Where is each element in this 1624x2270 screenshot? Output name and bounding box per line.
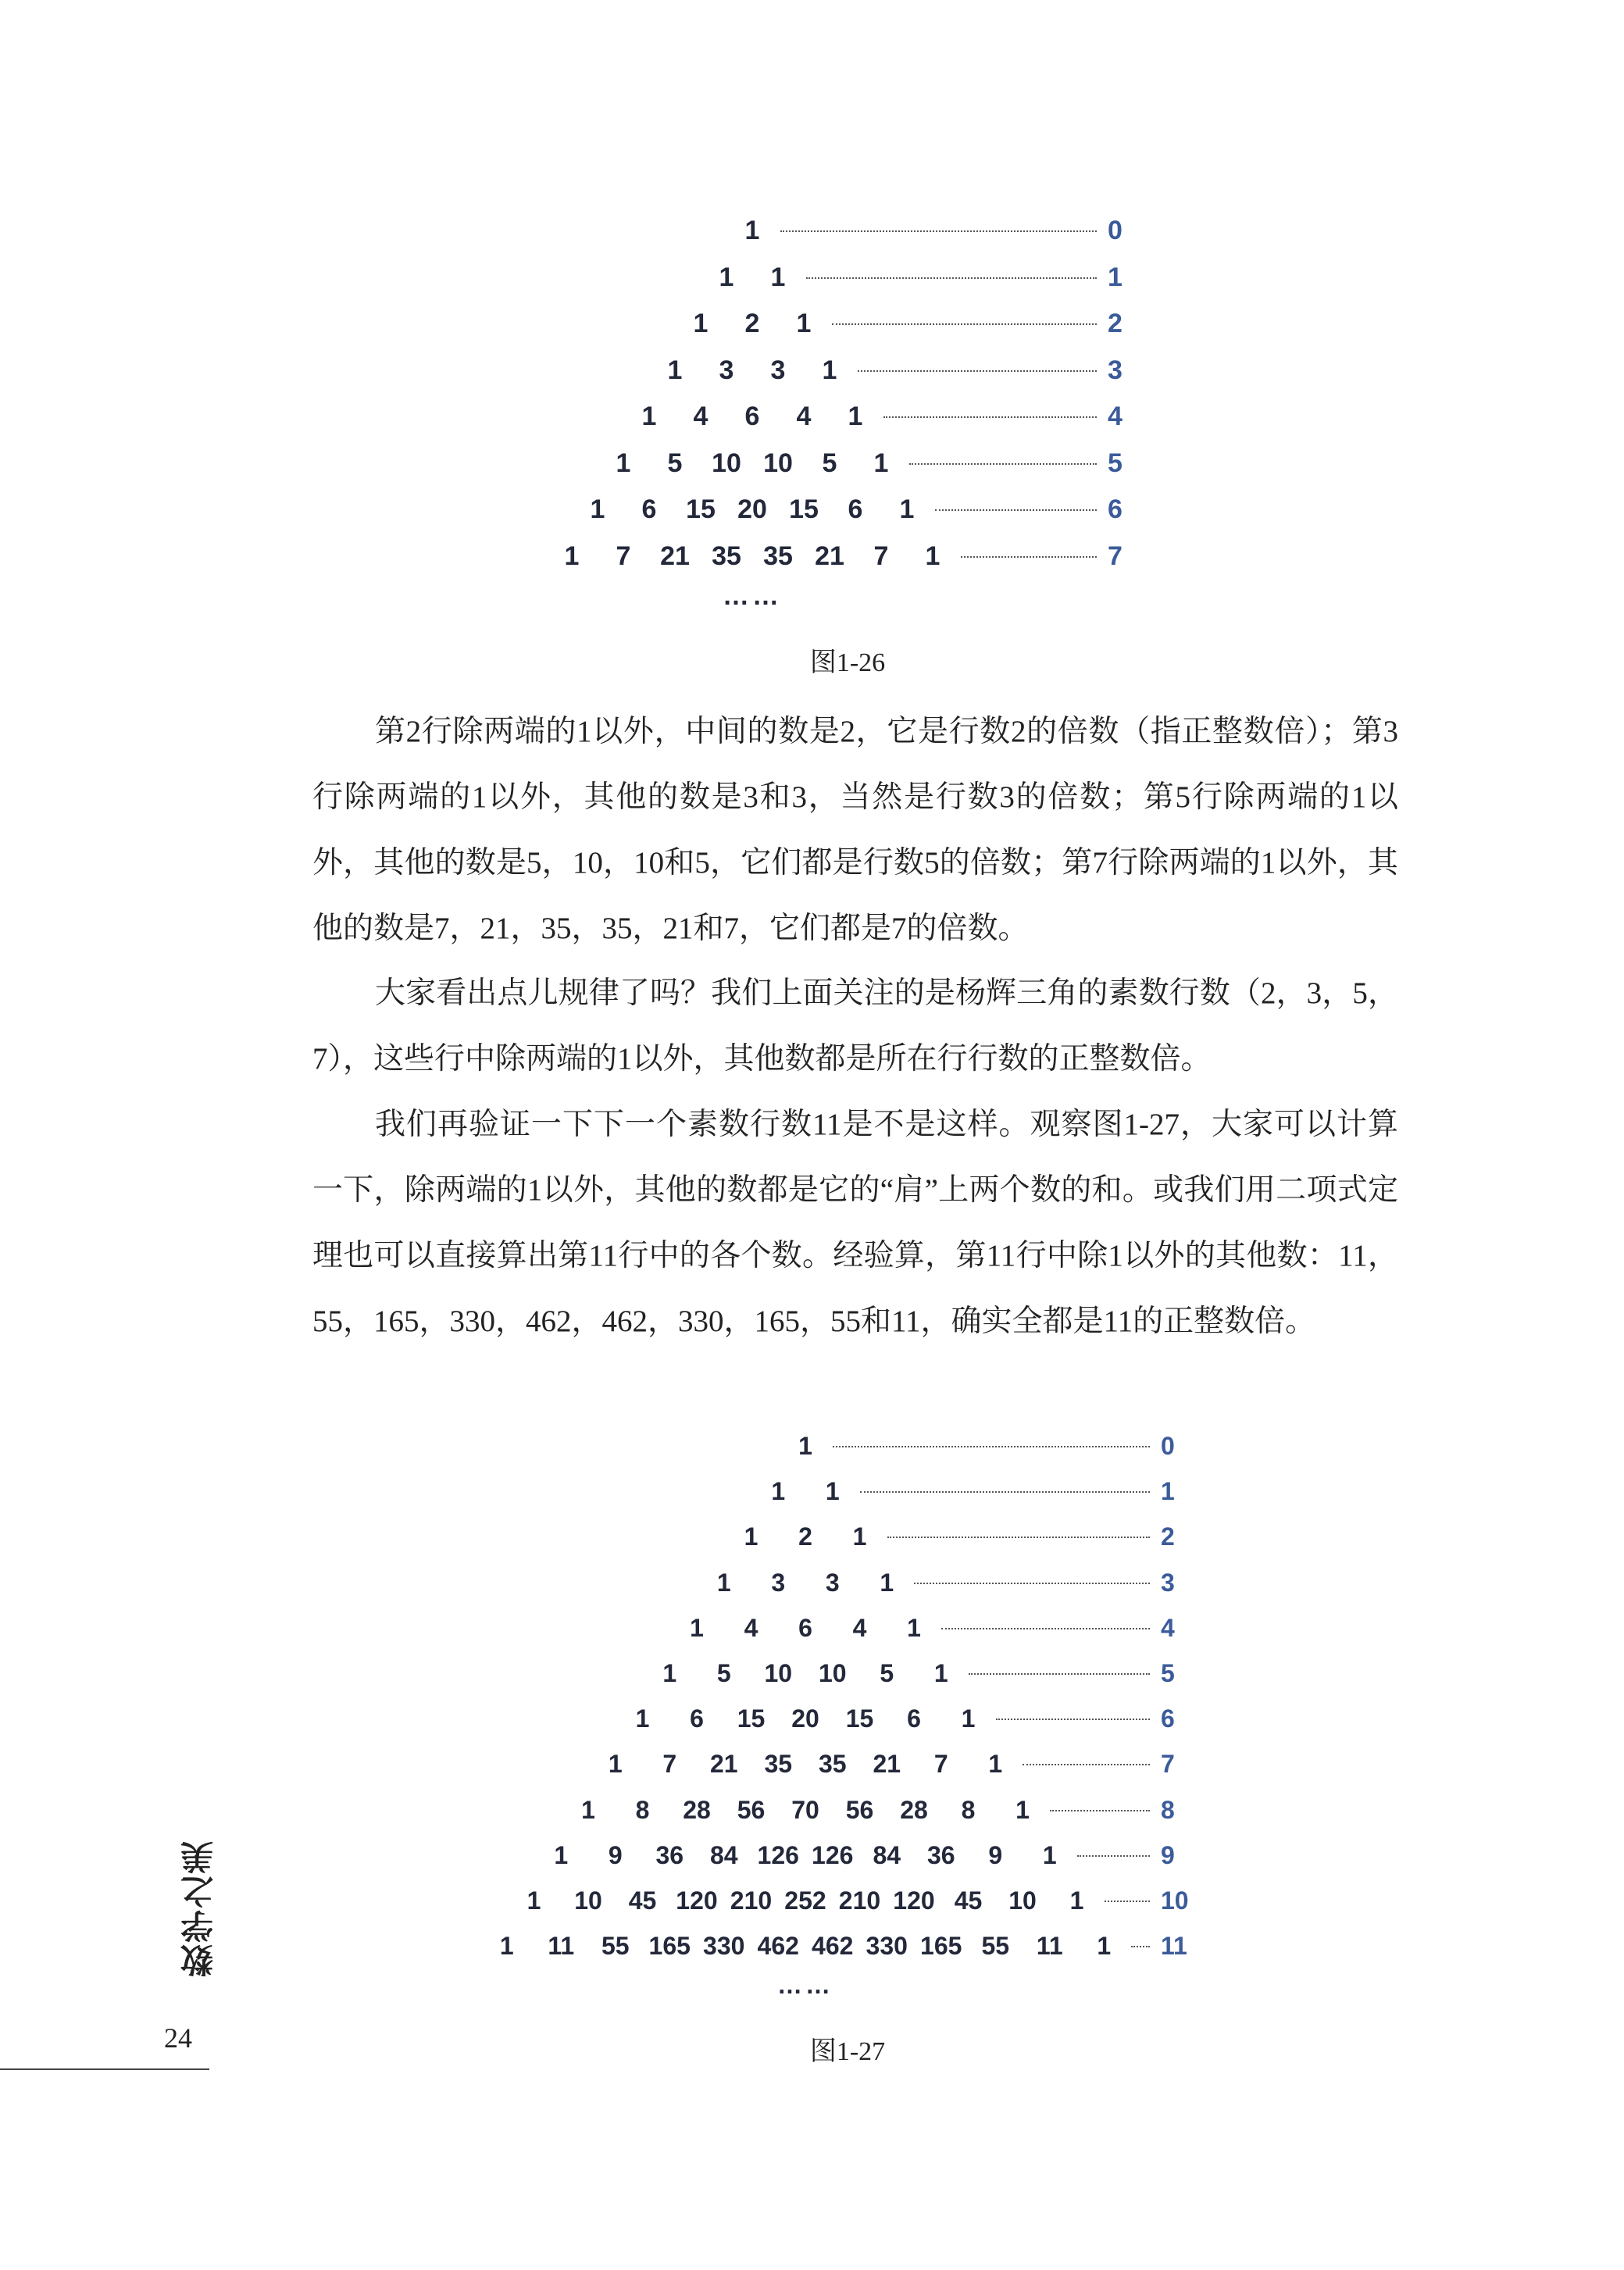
triangle-number: 10 [1008,1886,1037,1915]
row-leader-line [909,463,1097,465]
row-leader-line [858,370,1097,372]
triangle-number: 6 [907,1704,921,1733]
row-leader-line [969,1673,1150,1675]
triangle-number: 120 [893,1886,935,1915]
paragraph-2: 大家看出点儿规律了吗？我们上面关注的是杨辉三角的素数行数（2，3，5，7），这些行中除两端的1以外，其他数都是所在行行数的正整数倍。 [312,976,1398,1076]
triangle-number: 21 [873,1750,901,1779]
triangle-number: 1 [608,1750,623,1779]
row-index-label: 1 [1161,1477,1175,1506]
row-leader-line [1023,1764,1150,1765]
triangle-number: 56 [737,1795,766,1824]
triangle-number: 9 [608,1840,623,1869]
triangle-number: 330 [866,1932,908,1961]
triangle-number: 1 [1069,1886,1084,1915]
triangle-number: 21 [815,541,844,571]
row-leader-line [832,323,1097,325]
triangle-number: 8 [961,1795,976,1824]
triangle-number: 1 [873,448,889,478]
triangle-number: 7 [873,541,889,571]
row-index-label: 10 [1161,1886,1189,1915]
triangle-number: 3 [770,355,786,385]
figure-caption-1-26: 图1-26 [809,648,886,677]
row-leader-line [935,509,1097,511]
triangle-number: 1 [719,262,734,292]
row-index-label: 2 [1108,309,1123,338]
row-index-label: 0 [1161,1432,1175,1460]
triangle-number: 120 [676,1886,718,1915]
triangle-number: 252 [784,1886,826,1915]
triangle-number: 1 [526,1886,541,1915]
triangle-number: 1 [848,402,863,431]
figure-caption-1-27: 图1-27 [809,2037,886,2066]
triangle-number: 5 [716,1659,731,1687]
triangle-number: 15 [845,1704,874,1733]
triangle-number: 7 [616,541,631,571]
triangle-number: 1 [1042,1840,1057,1869]
row-leader-line [914,1583,1150,1584]
triangle-number: 1 [925,541,940,571]
triangle-number: 28 [683,1795,711,1824]
triangle-number: 10 [764,1659,793,1687]
triangle-number: 4 [852,1613,867,1642]
triangle-number: 10 [574,1886,602,1915]
triangle-number: 1 [554,1840,569,1869]
triangle-number: 11 [548,1932,575,1961]
triangle-number: 11 [1036,1932,1063,1961]
triangle-number: 1 [798,1432,812,1460]
row-index-label: 1 [1108,262,1123,292]
triangle-number: 35 [818,1750,847,1779]
triangle-number: 1 [771,1477,786,1506]
triangle-number: 1 [716,1568,731,1597]
triangle-number: 1 [770,262,786,292]
triangle-number: 1 [988,1750,1003,1779]
row-index-label: 11 [1161,1932,1187,1961]
triangle-number: 35 [763,541,793,571]
row-index-label: 9 [1161,1840,1175,1869]
triangle-number: 3 [771,1568,786,1597]
triangle-number: 70 [791,1795,819,1824]
triangle-number: 6 [641,494,657,524]
triangle-number: 462 [757,1932,799,1961]
triangle-number: 1 [616,448,631,478]
triangle-number: 1 [822,355,837,385]
triangle-number: 165 [648,1932,691,1961]
triangle-number: 84 [709,1840,738,1869]
triangle-number: 56 [845,1795,874,1824]
triangle-number: 15 [686,494,716,524]
triangle-number: 35 [764,1750,793,1779]
row-leader-line [996,1719,1150,1720]
paragraph-3: 我们再验证一下下一个素数行数11是不是这样。观察图1-27，大家可以计算一下，除两端的1以外，其他的数都是它的“肩”上两个数的和。或我们用二项式定理也可以直接算出第11行中的各个数。经验算，第11行中除1以外的其他数：11，55，165，330，462，462，330，165，55和11，确实全都是11的正整数倍。 [312,1108,1398,1338]
row-index-label: 5 [1161,1659,1175,1687]
row-leader-line [1077,1855,1150,1857]
triangle-number: 21 [709,1750,738,1779]
triangle-number: 7 [662,1750,677,1779]
triangle-number: 6 [690,1704,704,1733]
triangle-number: 36 [926,1840,955,1869]
triangle-number: 36 [655,1840,684,1869]
page-number: 24 [164,2022,192,2054]
triangle-number: 4 [693,402,708,431]
triangle-number: 1 [641,402,657,431]
triangle-number: 1 [825,1477,840,1506]
row-index-label: 3 [1108,355,1123,385]
row-index-label: 3 [1161,1568,1175,1597]
triangle-number: 4 [744,1613,758,1642]
triangle-number: 6 [744,402,760,431]
triangle-number: 1 [1097,1932,1112,1961]
page-footer-rule [0,2068,209,2070]
triangle-number: 126 [757,1840,799,1869]
triangle-number: 330 [703,1932,745,1961]
triangle-number: 8 [635,1795,650,1824]
triangle-number: 1 [690,1613,704,1642]
triangle-number: 9 [988,1840,1003,1869]
triangle-number: 45 [628,1886,657,1915]
triangle-number: 15 [737,1704,766,1733]
triangle-number: 1 [907,1613,921,1642]
triangle-number: 126 [812,1840,854,1869]
row-leader-line [1050,1810,1150,1811]
triangle-number: 55 [601,1932,630,1961]
triangle-number: 3 [825,1568,840,1597]
triangle-number: 35 [712,541,741,571]
triangle-number: 1 [693,309,708,338]
row-leader-line [833,1446,1150,1447]
row-index-label: 2 [1161,1522,1175,1551]
triangle-number: 20 [791,1704,819,1733]
triangle-number: 2 [798,1522,812,1551]
triangle-number: 10 [818,1659,847,1687]
triangle-number: 5 [880,1659,894,1687]
triangle-number: 1 [899,494,915,524]
triangle-number: 6 [848,494,863,524]
row-leader-line [887,1537,1150,1538]
triangle-number: 1 [662,1659,677,1687]
row-index-label: 8 [1161,1795,1175,1824]
triangle-number: 21 [660,541,690,571]
triangle-number: 3 [719,355,734,385]
triangle-number: 1 [744,1522,758,1551]
triangle-number: 1 [961,1704,976,1733]
book-title-vertical: 数学之美 [180,1840,218,1977]
triangle-number: 1 [796,309,812,338]
triangle-number: 462 [812,1932,854,1961]
paragraph-1: 第2行除两端的1以外，中间的数是2，它是行数2的倍数（指正整数倍）；第3行除两端的1以外，其他的数是3和3，当然是行数3的倍数；第5行除两端的1以外，其他的数是5，10，10和5，它们都是行数5的倍数；第7行除两端的1以外，其他的数是7，21，35，35，21和7，它们都是7的倍数。 [312,715,1398,945]
row-leader-line [961,556,1097,558]
triangle-number: 45 [954,1886,983,1915]
triangle-number: 10 [712,448,741,478]
triangle-number: 5 [667,448,683,478]
triangle-number: 1 [933,1659,948,1687]
triangle-number: 1 [744,216,760,245]
triangle-number: 1 [635,1704,650,1733]
triangle-number: 15 [789,494,819,524]
row-index-label: 4 [1108,402,1123,431]
row-index-label: 7 [1108,541,1123,571]
triangle-number: 4 [796,402,812,431]
row-leader-line [860,1491,1150,1493]
triangle-number: 10 [763,448,793,478]
row-index-label: 6 [1108,494,1123,524]
triangle-number: 1 [1015,1795,1030,1824]
triangle-number: 210 [838,1886,881,1915]
triangle-number: 1 [667,355,683,385]
row-index-label: 0 [1108,216,1123,245]
triangle-number: 84 [873,1840,901,1869]
triangle-ellipsis: …… [723,581,782,611]
triangle-number: 28 [900,1795,928,1824]
row-index-label: 7 [1161,1750,1175,1779]
row-index-label: 4 [1161,1613,1175,1642]
row-leader-line [806,277,1097,279]
triangle-number: 5 [822,448,837,478]
triangle-number: 20 [737,494,767,524]
triangle-number: 1 [581,1795,595,1824]
row-index-label: 5 [1108,448,1123,478]
triangle-number: 7 [933,1750,948,1779]
triangle-number: 2 [744,309,760,338]
row-leader-line [1105,1901,1150,1902]
row-leader-line [1131,1946,1150,1947]
row-leader-line [883,416,1097,418]
row-leader-line [941,1628,1150,1629]
triangle-number: 55 [981,1932,1010,1961]
triangle-number: 1 [852,1522,867,1551]
triangle-number: 1 [564,541,580,571]
triangle-number: 1 [880,1568,894,1597]
triangle-number: 1 [590,494,605,524]
triangle-number: 210 [730,1886,773,1915]
row-index-label: 6 [1161,1704,1175,1733]
triangle-ellipsis: …… [777,1971,833,2000]
triangle-number: 1 [499,1932,514,1961]
row-leader-line [780,230,1097,232]
triangle-number: 6 [798,1613,812,1642]
triangle-number: 165 [920,1932,962,1961]
